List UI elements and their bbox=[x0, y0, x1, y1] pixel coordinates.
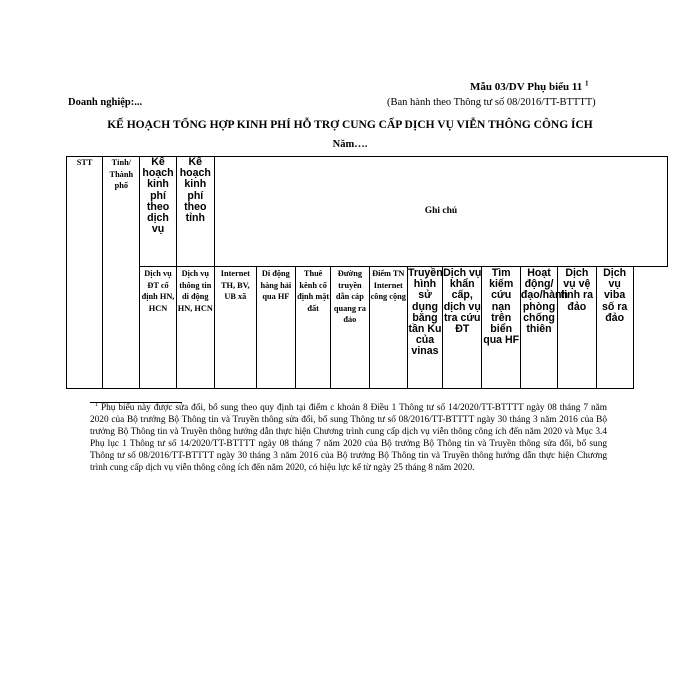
footnote-mark: 1 bbox=[95, 401, 98, 408]
subheader-microwave-island bbox=[596, 267, 633, 389]
document-year: Năm…. bbox=[332, 139, 368, 150]
subheader-label: Internet TH, BV, UB xã bbox=[220, 269, 250, 302]
subheader-search-rescue bbox=[482, 267, 520, 389]
subheader-disaster-prevention bbox=[520, 267, 568, 389]
subheader-label: Dịch vụ thông tin di động HN, HCN bbox=[177, 269, 213, 313]
column-header-stt-label: STT bbox=[76, 158, 93, 167]
subheader-label: Thuê kênh cố định mặt đất bbox=[297, 269, 330, 313]
subheader-label: Dịch vụ vệ tinh ra đảo bbox=[560, 267, 593, 313]
subheader-label: Di động hàng hải qua HF bbox=[260, 269, 292, 302]
column-header-province bbox=[103, 157, 140, 389]
footnote-reference[interactable]: 1 bbox=[585, 79, 589, 88]
column-header-plan-by-province bbox=[176, 157, 214, 267]
column-header-note-label: Ghi chú bbox=[424, 206, 458, 216]
subheader-label: Đường truyền dẫn cáp quang ra đảo bbox=[333, 269, 366, 325]
subheader-mobile-info bbox=[176, 267, 214, 389]
table-header-row bbox=[67, 157, 668, 267]
document-title: KẾ HOẠCH TỔNG HỢP KINH PHÍ HỖ TRỢ CUNG CẤP DỊCH VỤ VIỄN THÔNG CÔNG ÍCH bbox=[107, 119, 593, 131]
subheader-internet-schools bbox=[214, 267, 256, 389]
subheader-public-internet bbox=[369, 267, 407, 389]
column-header-province-label: Tỉnh/ Thành phố bbox=[109, 158, 134, 191]
subheader-fixed-phone bbox=[140, 267, 176, 389]
subheader-fiber-island bbox=[331, 267, 369, 389]
subheader-label: Điểm TN Internet công cộng bbox=[370, 269, 406, 302]
subheader-label: Truyền hình sử dụng băng tần Ku của vinas bbox=[407, 267, 443, 358]
subheader-satellite-island bbox=[558, 267, 596, 389]
subheader-label: Dịch vụ khẩn cấp, dịch vụ tra cứu ĐT bbox=[443, 267, 482, 336]
column-header-plan-by-province-label: Kế hoạch kinh phí theo tỉnh bbox=[179, 156, 211, 225]
column-header-stt bbox=[67, 157, 103, 389]
subheader-ku-band-tv bbox=[407, 267, 442, 389]
company-label: Doanh nghiệp:... bbox=[68, 97, 143, 108]
subheader-label: Hoạt động/đạo/hành phòng chống thiên bbox=[520, 267, 568, 336]
subheader-label: Tìm kiếm cứu nạn trên biển qua HF bbox=[483, 267, 520, 347]
column-header-plan-by-service bbox=[140, 157, 176, 267]
footnote bbox=[90, 403, 607, 474]
subheader-emergency bbox=[443, 267, 482, 389]
subheader-label: Dịch vụ ĐT cố định HN, HCN bbox=[141, 269, 175, 313]
form-number-text: Mẫu 03/DV Phụ biểu 11 bbox=[470, 81, 583, 93]
subheader-label: Dịch vụ viba số ra đảo bbox=[601, 267, 628, 324]
column-header-plan-by-service-label: Kế hoạch kinh phí theo dịch vụ bbox=[142, 156, 174, 236]
footnote-text: Phụ biểu này được sửa đổi, bổ sung theo quy định tại điểm c khoản 8 Điều 1 Thông tư số 14/2020/TT-BTTTT ngày 08 tháng 7 năm 2020 của Bộ trưởng Bộ Thông tin và Truyền thông sửa đổi, bổ sung Thông tư số 08/2016/TT-BTTTT ngày 30 tháng 3 năm 2016 của Bộ trưởng Bộ Thông tin và Truyền thông hướng dẫn thực hiện Chương trình cung cấp dịch vụ viễn thông công ích đến năm 2020 và Mục 3.4 Phụ lục 1 Thông tư số 14/2020/TT-BTTTT ngày 08 tháng 7 năm 2020 của Bộ trưởng Bộ Thông tin và Truyền thông sửa đổi, bổ sung Thông tư số 08/2016/TT-BTTTT ngày 30 tháng 3 năm 2016 của Bộ trưởng Bộ Thông tin và Truyền thông hướng dẫn thực hiện Chương trình cung cấp dịch vụ viễn thông công ích đến năm 2020, có hiệu lực kể từ ngày 25 tháng 8 năm 2020. bbox=[90, 403, 608, 473]
subheader-maritime-hf bbox=[256, 267, 295, 389]
issued-by-note: (Ban hành theo Thông tư số 08/2016/TT-BTTTT) bbox=[387, 97, 596, 108]
table-subheader-row bbox=[67, 267, 668, 389]
subheader-leased-line bbox=[296, 267, 331, 389]
column-header-note bbox=[214, 157, 667, 267]
form-number bbox=[470, 81, 589, 93]
budget-plan-table bbox=[66, 156, 668, 389]
